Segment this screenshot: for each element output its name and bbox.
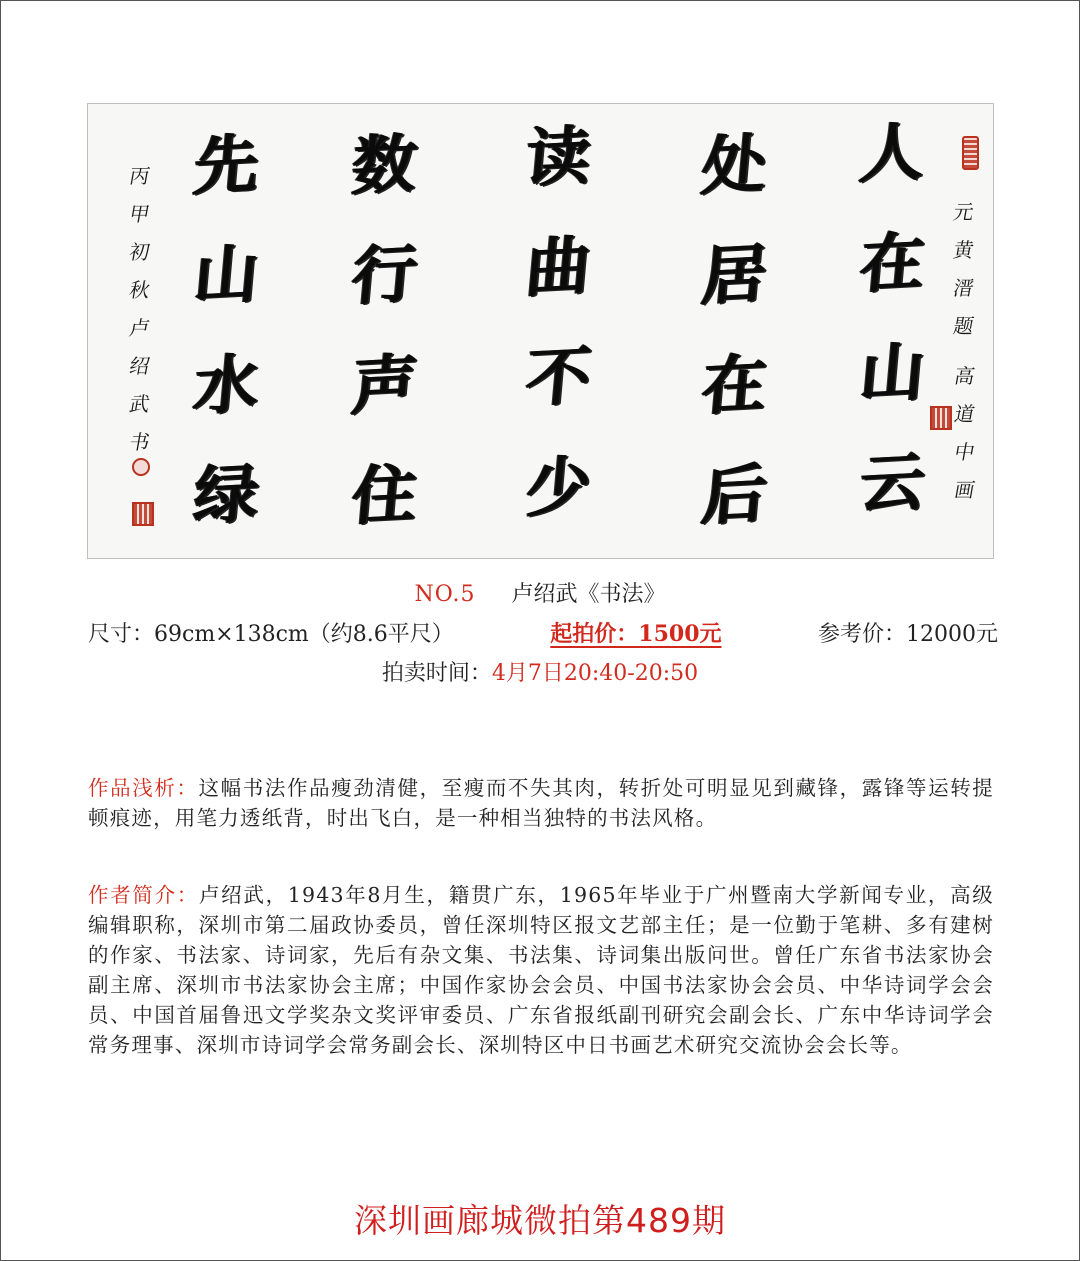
artwork-char: 曲: [522, 228, 594, 307]
auction-time-line: [0, 656, 1080, 687]
artwork-char: 声: [348, 346, 420, 425]
artwork-column-4: [348, 126, 420, 559]
artwork-char: 后: [698, 456, 770, 535]
analysis-text: 这幅书法作品瘦劲清健，至瘦而不失其肉，转折处可明显见到藏锋，露锋等运转提顿痕迹，用笔力透纸背，时出飞白，是一种相当独特的书法风格。: [88, 776, 995, 830]
author-paragraph: [88, 880, 994, 1060]
artwork-char: 山: [856, 334, 928, 413]
reference-price: 参考价：12000元: [817, 622, 998, 647]
seal-top-right: [962, 136, 979, 170]
artwork-char: 数: [348, 126, 420, 205]
lot-number: NO.5: [414, 582, 476, 607]
inscription-char: 武: [127, 392, 152, 416]
inscription-right-col-1: [951, 200, 976, 354]
lot-title-line: [0, 577, 1080, 608]
inscription-char: 丙: [127, 164, 152, 188]
artwork-char: 在: [856, 224, 928, 303]
artwork-char: 水: [190, 346, 262, 425]
seal-left: [132, 502, 154, 526]
artwork-char: 少: [522, 448, 594, 527]
artwork-char: 先: [190, 126, 262, 205]
artwork-char: 云: [856, 444, 928, 523]
artwork-column-2: [698, 126, 770, 559]
inscription-char: 溍: [951, 276, 976, 300]
inscription-char: 道: [952, 402, 977, 426]
artwork-char: 住: [348, 456, 420, 535]
inscription-char: 元: [951, 200, 976, 224]
lot-title: 卢绍武《书法》: [511, 582, 666, 607]
inscription-right-col-2: [952, 364, 977, 518]
inscription-char: 初: [127, 240, 152, 264]
artwork-column-1: [856, 114, 928, 559]
seal-right: [930, 406, 952, 430]
author-label: 作者简介：: [88, 883, 199, 907]
inscription-char: 绍: [127, 354, 152, 378]
inscription-char: 高: [952, 364, 977, 388]
author-text: 卢绍武，1943年8月生，籍贯广东，1965年毕业于广州暨南大学新闻专业，高级编辑职称，深圳市第二届政协委员，曾任深圳特区报文艺部主任；是一位勤于笔耕、多有建树的作家、书法家、诗词家，先后有杂文集、书法集、诗词集出版问世。曾任广东省书法家协会副主席、深圳市书法家协会主席；中国作家协会会员、中国书法家协会会员、中华诗词学会会员、中国首届鲁迅文学奖杂文奖评审委员、广东省报纸副刊研究会副会长、广东中华诗词学会常务理事、深圳市诗词学会常务副会长、深圳特区中日书画艺术研究交流协会会长等。: [88, 883, 995, 1057]
artwork-char: 行: [348, 236, 420, 315]
inscription-char: 题: [951, 314, 976, 338]
artwork-char: 读: [522, 118, 594, 197]
artwork-column-5: [190, 126, 262, 559]
artwork-column-3: [522, 118, 594, 559]
calligraphy-artwork: [87, 103, 994, 559]
lot-size: 尺寸：69cm×138cm（约8.6平尺）: [88, 622, 454, 647]
analysis-label: 作品浅析：: [88, 776, 199, 800]
inscription-left-col: [127, 164, 152, 470]
footer-title: 深圳画廊城微拍第489期: [354, 1201, 726, 1240]
inscription-char: 甲: [127, 202, 152, 226]
artwork-char: 居: [698, 236, 770, 315]
auction-time-label: 拍卖时间：: [381, 661, 492, 686]
artwork-char: 绿: [190, 456, 262, 535]
inscription-char: 秋: [127, 278, 152, 302]
artwork-char: 人: [856, 114, 928, 193]
artwork-char: 不: [522, 338, 594, 417]
inscription-char: 黄: [951, 238, 976, 262]
seal-round-left: [132, 458, 150, 476]
inscription-char: 中: [952, 440, 977, 464]
artwork-char: 处: [698, 126, 770, 205]
inscription-char: 卢: [127, 316, 152, 340]
analysis-paragraph: [88, 773, 994, 833]
lot-detail-line: [88, 617, 998, 648]
auction-time-value: 4月7日20:40-20:50: [491, 661, 699, 686]
start-price: 起拍价：1500元: [550, 621, 722, 647]
artwork-char: 在: [698, 346, 770, 425]
inscription-char: 画: [952, 478, 977, 502]
inscription-char: 书: [127, 430, 152, 454]
artwork-char: 山: [190, 236, 262, 315]
